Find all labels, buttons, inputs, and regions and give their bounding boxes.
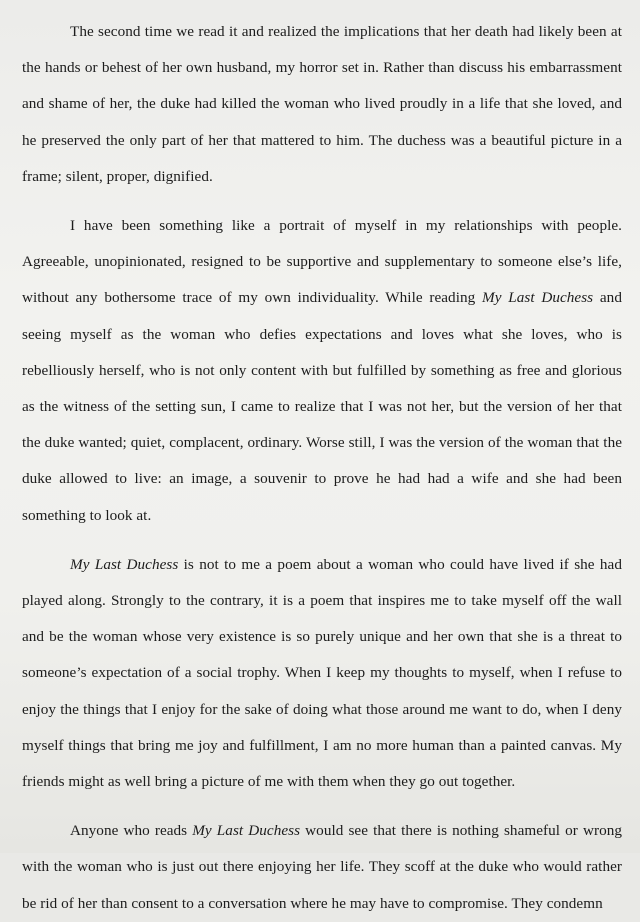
poem-title: My Last Duchess xyxy=(482,289,594,307)
paragraph-3 xyxy=(22,547,622,800)
paragraph-1-text: The second time we read it and realized the implications that her death had likely been at the hands or behest of her own husband, my horror set in. Rather than discuss his embarrassment and shame of her, the duke had killed the woman who lived proudly in a life that she loved, and he preserved the only part of her that mattered to him. The duchess was a beautiful picture in a frame; silent, proper, dignified. xyxy=(22,23,622,185)
paragraph-4-text-a: Anyone who reads xyxy=(70,822,193,840)
paragraph-1 xyxy=(22,14,622,195)
paragraph-2-text-a: I have been something like a portrait of myself in my relationships with people. Agreeable, unopinionated, resigned to be supportive and supplementary to someone else’s life, without any bothersome trace of my own individuality. While reading xyxy=(22,217,622,307)
poem-title: My Last Duchess xyxy=(70,555,179,573)
paragraph-2 xyxy=(22,208,622,534)
paragraph-4 xyxy=(22,813,622,922)
poem-title: My Last Duchess xyxy=(192,822,301,840)
paragraph-3-text: is not to me a poem about a woman who could have lived if she had played along. Strongly to the contrary, it is a poem that inspires me to take myself off the wall and be the woman whose very existence is so purely unique and her own that she is a threat to someone’s expectation of a social trophy. When I keep my thoughts to myself, when I refuse to enjoy the things that I enjoy for the sake of doing what those around me want to do, when I deny myself things that bring me joy and fulfillment, I am no more human than a painted canvas. My friends might as well bring a picture of me with them when they go out together. xyxy=(22,555,622,791)
paragraph-2-text-b: and seeing myself as the woman who defies expectations and loves what she loves, who is rebelliously herself, who is not only content with but fulfilled by something as free and glorious as the witness of the setting sun, I came to realize that I was not her, but the version of her that the duke wanted; quiet, complacent, ordinary. Worse still, I was the version of the woman that the duke allowed to live: an image, a souvenir to prove he had had a wife and she had been something to look at. xyxy=(22,289,622,524)
paragraph-4-text-b: would see that there is nothing shameful or wrong with the woman who is just out there enjoying her life. They scoff at the duke who would rather be rid of her than consent to a conversation where he may have to compromise. They condemn xyxy=(22,822,623,912)
